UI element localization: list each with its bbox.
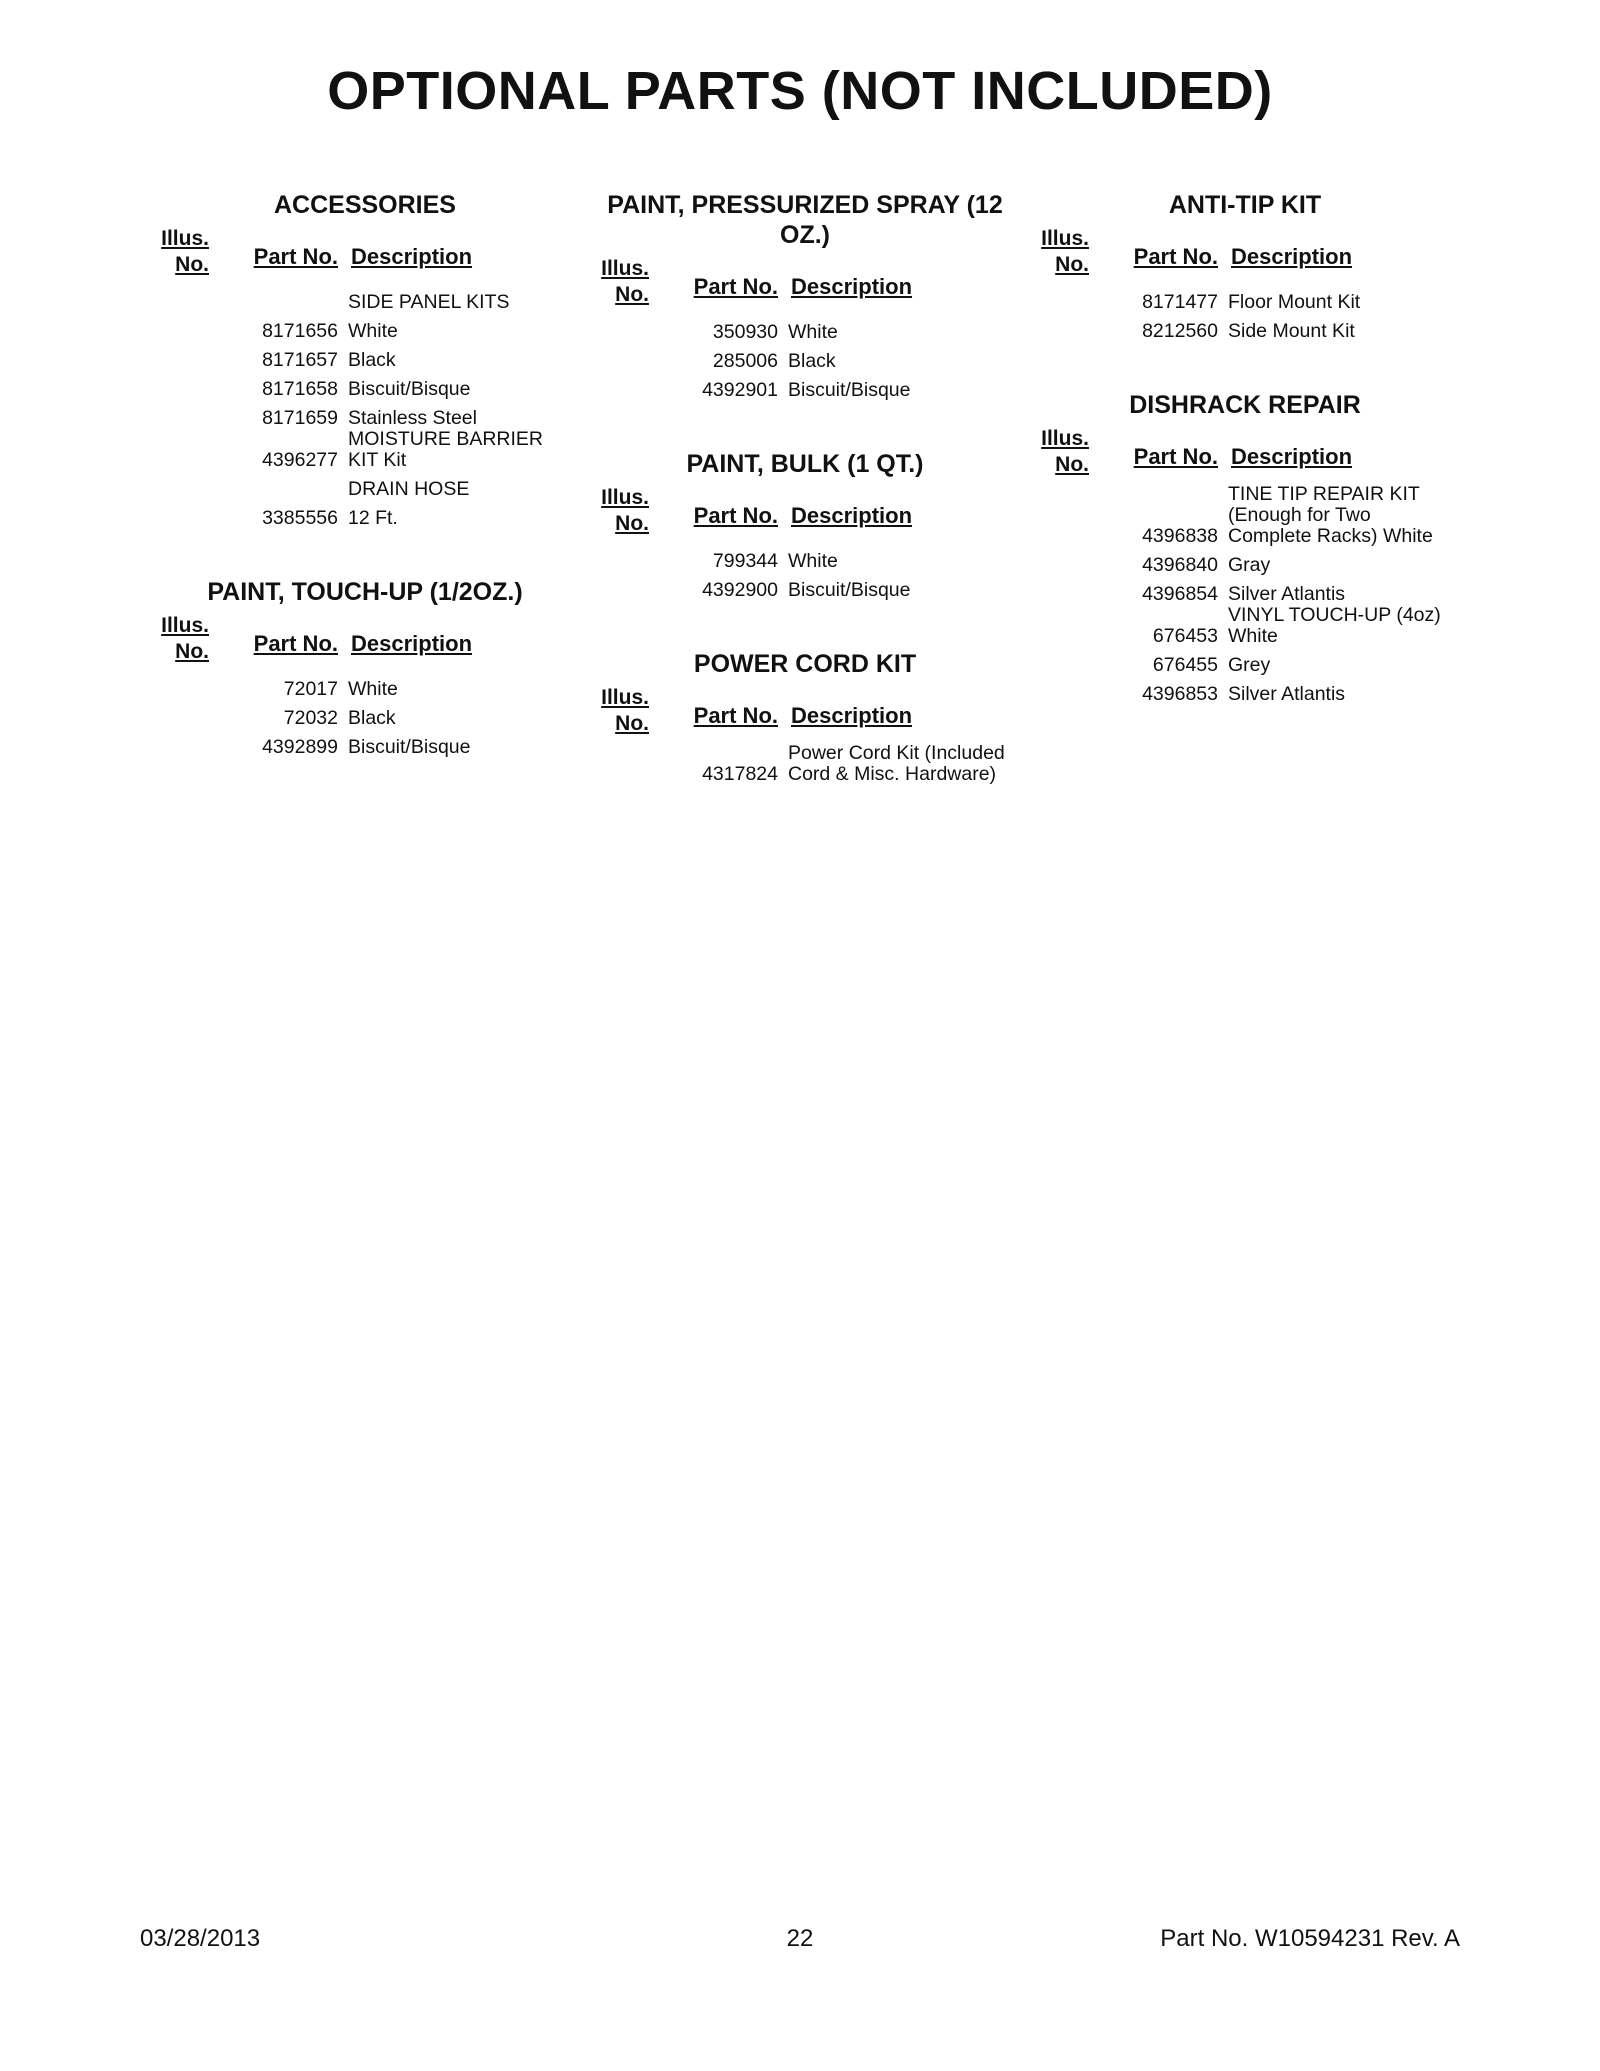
parts-section-accessories: [155, 190, 575, 529]
list-item: [1035, 547, 1455, 576]
part-description: Black: [348, 349, 396, 371]
list-item: [155, 500, 575, 529]
part-description: MOISTURE BARRIER KIT Kit: [348, 428, 544, 471]
parts-section-paint-bulk: [595, 449, 1015, 601]
part-no-header: Part No.: [1133, 444, 1218, 469]
part-number: 8212560: [1142, 320, 1218, 342]
page-title: OPTIONAL PARTS (NOT INCLUDED): [327, 61, 1273, 121]
list-item: [155, 671, 575, 700]
illus-label: Illus.: [161, 614, 209, 637]
part-number: 4392899: [262, 736, 338, 758]
part-description: DRAIN HOSE: [348, 478, 470, 500]
part-description: Biscuit/Bisque: [788, 579, 911, 601]
part-no-header: Part No.: [253, 244, 338, 269]
part-description: Biscuit/Bisque: [348, 378, 471, 400]
part-description: White: [788, 550, 838, 572]
list-item: [155, 284, 575, 313]
section-title: PAINT, PRESSURIZED SPRAY (12 OZ.): [607, 191, 1003, 249]
illus-label: Illus.: [1041, 227, 1089, 250]
illus-label: Illus.: [601, 257, 649, 280]
illus-label: Illus.: [161, 227, 209, 250]
part-number: 8171477: [1142, 291, 1218, 313]
part-number: 8171657: [262, 349, 338, 371]
part-description: White: [348, 678, 398, 700]
part-description: Floor Mount Kit: [1228, 291, 1361, 313]
footer-date: 03/28/2013: [140, 1925, 261, 1952]
parts-column-1: [155, 190, 575, 806]
part-description: SIDE PANEL KITS: [348, 291, 510, 313]
list-item: [155, 342, 575, 371]
illus-label: Illus.: [601, 486, 649, 509]
parts-list: [595, 743, 1015, 785]
part-no-header: Part No.: [693, 503, 778, 528]
description-header: Description: [351, 631, 473, 656]
part-number: 4392901: [702, 379, 778, 401]
part-number: 4317824: [702, 763, 778, 785]
document-part-number: Part No. W10594231 Rev. A: [1160, 1925, 1460, 1952]
table-header: [595, 252, 1015, 304]
section-title: DISHRACK REPAIR: [1129, 391, 1361, 419]
part-description: Black: [788, 350, 836, 372]
part-number: 8171658: [262, 378, 338, 400]
list-item: [595, 343, 1015, 372]
list-item: [155, 313, 575, 342]
parts-list: [595, 314, 1015, 401]
no-label: No.: [615, 712, 649, 735]
no-label: No.: [615, 512, 649, 535]
list-item: [595, 372, 1015, 401]
list-item: [1035, 313, 1455, 342]
part-no-header: Part No.: [253, 631, 338, 656]
list-item: [595, 743, 1015, 785]
part-description: 12 Ft.: [348, 507, 398, 529]
parts-section-paint-spray: [595, 190, 1015, 401]
no-label: No.: [1055, 253, 1089, 276]
part-number: 4392900: [702, 579, 778, 601]
part-description: Biscuit/Bisque: [788, 379, 911, 401]
part-description: Black: [348, 707, 396, 729]
part-number: 285006: [712, 350, 778, 372]
description-header: Description: [791, 503, 913, 528]
list-item: [1035, 676, 1455, 705]
description-header: Description: [1231, 244, 1353, 269]
parts-list: [595, 543, 1015, 601]
part-number: 8171659: [262, 407, 338, 429]
no-label: No.: [175, 640, 209, 663]
part-description: Stainless Steel: [348, 407, 477, 429]
list-item: [155, 429, 575, 471]
table-header: [1035, 422, 1455, 474]
parts-section-anti-tip-kit: [1035, 190, 1455, 342]
part-number: 676455: [1152, 654, 1218, 676]
list-item: [155, 700, 575, 729]
part-number: 799344: [712, 550, 778, 572]
part-number: 350930: [712, 321, 778, 343]
list-item: [155, 729, 575, 758]
part-number: 72032: [283, 707, 338, 729]
parts-section-paint-touch-up: [155, 577, 575, 758]
part-number: 72017: [283, 678, 338, 700]
illus-label: Illus.: [601, 686, 649, 709]
description-header: Description: [791, 274, 913, 299]
part-description: TINE TIP REPAIR KIT (Enough for Two Complete Racks) White: [1228, 483, 1433, 547]
part-number: 676453: [1152, 625, 1218, 647]
part-description: VINYL TOUCH-UP (4oz) White: [1228, 604, 1441, 647]
section-title: PAINT, BULK (1 QT.): [686, 450, 924, 478]
table-header: [155, 609, 575, 661]
parts-list: [155, 284, 575, 529]
no-label: No.: [1055, 453, 1089, 476]
list-item: [595, 314, 1015, 343]
part-number: 4396838: [1142, 525, 1218, 547]
section-title: POWER CORD KIT: [693, 650, 917, 678]
list-item: [155, 471, 575, 500]
description-header: Description: [1231, 444, 1353, 469]
page-number: 22: [786, 1925, 814, 1952]
part-number: 4396854: [1142, 583, 1218, 605]
table-header: [155, 222, 575, 274]
part-description: Power Cord Kit (Included Cord & Misc. Hardware): [788, 742, 1005, 785]
part-description: Gray: [1228, 554, 1271, 576]
part-description: Silver Atlantis: [1228, 683, 1346, 705]
parts-section-power-cord: [595, 649, 1015, 785]
part-number: 8171656: [262, 320, 338, 342]
no-label: No.: [615, 283, 649, 306]
part-description: Side Mount Kit: [1228, 320, 1355, 342]
part-no-header: Part No.: [1133, 244, 1218, 269]
parts-section-dishrack-repair: [1035, 390, 1455, 705]
table-header: [595, 481, 1015, 533]
list-item: [1035, 605, 1455, 647]
part-description: Silver Atlantis: [1228, 583, 1346, 605]
part-number: 4396840: [1142, 554, 1218, 576]
illus-label: Illus.: [1041, 427, 1089, 450]
parts-list: [1035, 284, 1455, 342]
list-item: [595, 543, 1015, 572]
description-header: Description: [351, 244, 473, 269]
parts-list: [155, 671, 575, 758]
part-description: White: [348, 320, 398, 342]
section-title: PAINT, TOUCH-UP (1/2OZ.): [207, 578, 523, 606]
list-item: [155, 400, 575, 429]
part-no-header: Part No.: [693, 703, 778, 728]
list-item: [1035, 284, 1455, 313]
part-number: 4396853: [1142, 683, 1218, 705]
section-title: ACCESSORIES: [274, 191, 456, 219]
no-label: No.: [175, 253, 209, 276]
table-header: [595, 681, 1015, 733]
parts-list: [1035, 484, 1455, 705]
list-item: [1035, 484, 1455, 547]
parts-column-3: [1035, 190, 1455, 753]
part-description: Biscuit/Bisque: [348, 736, 471, 758]
list-item: [1035, 647, 1455, 676]
description-header: Description: [791, 703, 913, 728]
section-title: ANTI-TIP KIT: [1168, 191, 1322, 219]
part-no-header: Part No.: [693, 274, 778, 299]
parts-column-2: [595, 190, 1015, 833]
part-number: 4396277: [262, 449, 338, 471]
list-item: [595, 572, 1015, 601]
part-description: Grey: [1228, 654, 1271, 676]
part-description: White: [788, 321, 838, 343]
list-item: [155, 371, 575, 400]
list-item: [1035, 576, 1455, 605]
table-header: [1035, 222, 1455, 274]
part-number: 3385556: [262, 507, 338, 529]
